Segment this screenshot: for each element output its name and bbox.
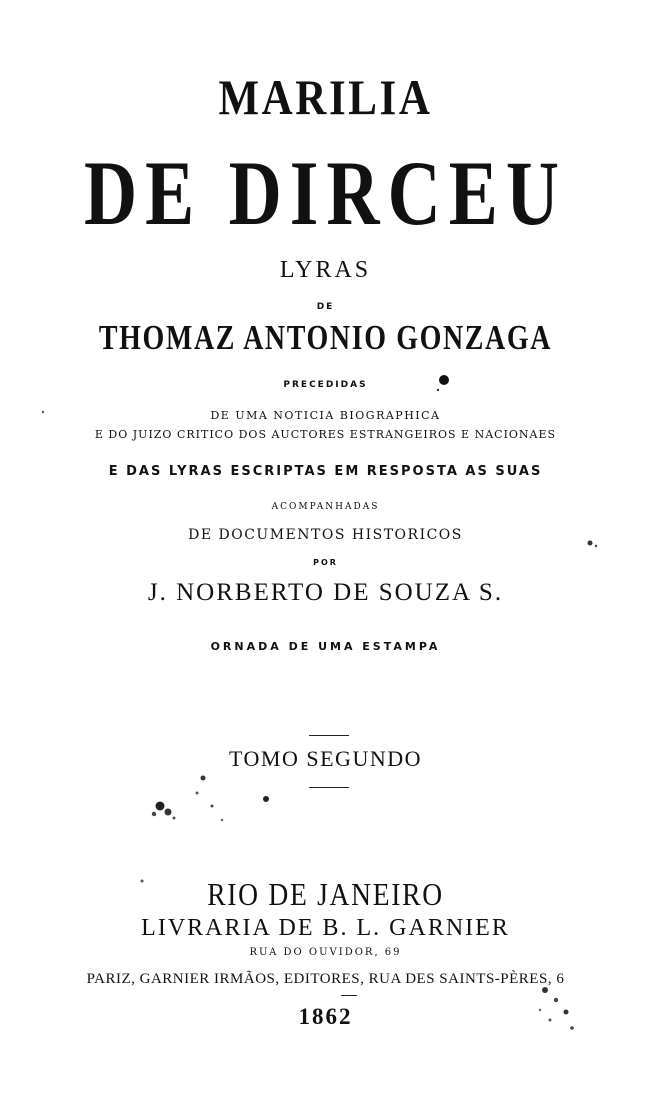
title-line-2: DE DIRCEU bbox=[84, 142, 567, 244]
acompanhadas-label: ACOMPANHADAS bbox=[271, 502, 380, 512]
noticia-line: DE UMA NOTICIA BIOGRAPHICA bbox=[210, 409, 441, 422]
por-label: POR bbox=[313, 558, 338, 567]
imprint-city: RIO DE JANEIRO bbox=[207, 876, 444, 912]
lyras-escriptas-line: E DAS LYRAS ESCRIPTAS EM RESPOSTA AS SUAS bbox=[108, 464, 543, 479]
author-name: THOMAZ ANTONIO GONZAGA bbox=[98, 318, 553, 357]
genre-label: LYRAS bbox=[279, 257, 372, 283]
precedidas-label: PRECEDIDAS bbox=[283, 380, 368, 390]
imprint-publisher: LIVRARIA DE B. L. GARNIER bbox=[141, 915, 510, 941]
documentos-line: DE DOCUMENTOS HISTORICOS bbox=[188, 527, 463, 543]
juizo-line: E DO JUIZO CRITICO DOS AUCTORES ESTRANGEIROS E NACIONAES bbox=[94, 428, 557, 441]
imprint-year: 1862 bbox=[298, 1004, 353, 1029]
volume-label: TOMO SEGUNDO bbox=[229, 746, 422, 771]
de-label: DE bbox=[316, 302, 335, 312]
editor-name: J. NORBERTO DE SOUZA S. bbox=[147, 579, 504, 606]
imprint-paris: PARIZ, GARNIER IRMÃOS, EDITORES, RUA DES SAINTS-PÈRES, 6 bbox=[86, 971, 565, 987]
ornada-line: ORNADA DE UMA ESTAMPA bbox=[210, 640, 441, 653]
imprint-address: RUA DO OUVIDOR, 69 bbox=[249, 947, 402, 958]
title-line-1: MARILIA bbox=[218, 69, 433, 125]
